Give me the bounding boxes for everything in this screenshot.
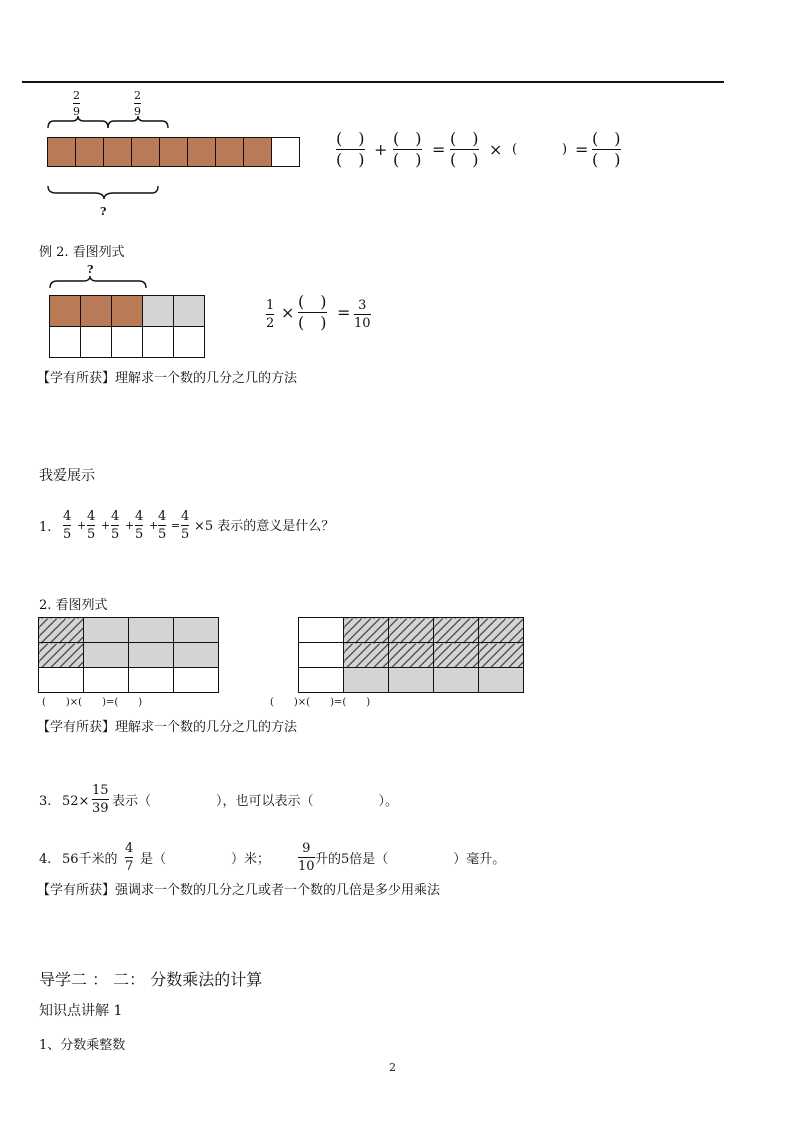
fraction-top-1: 2 9 bbox=[73, 89, 80, 118]
q3-number: 3. bbox=[39, 794, 52, 809]
q1-fraction-3: 4 5 bbox=[111, 509, 120, 542]
grid-cell bbox=[84, 643, 129, 668]
grid-cell bbox=[39, 618, 84, 643]
q4-fraction-2: 9 10 bbox=[298, 841, 315, 874]
grid-row bbox=[50, 296, 205, 327]
equals-sign-2: = bbox=[575, 140, 589, 159]
grid-cell bbox=[174, 618, 219, 643]
grid-cell bbox=[112, 296, 143, 327]
q2-caption-left: ( )×( )=( ) bbox=[42, 697, 143, 708]
showcase-title: 我爱展示 bbox=[39, 468, 95, 484]
q1-equals: = bbox=[171, 519, 181, 532]
q1-fraction-5: 4 5 bbox=[158, 509, 167, 542]
grid-cell bbox=[389, 643, 434, 668]
q4-part2: 是（ ）米； bbox=[140, 852, 271, 867]
fraction-three-tenths: 3 10 bbox=[354, 298, 371, 331]
grid-cell bbox=[143, 327, 174, 358]
brace-example-2 bbox=[0, 0, 794, 300]
close-paren: ) bbox=[562, 142, 568, 157]
q2-caption-right: ( )×( )=( ) bbox=[270, 697, 371, 708]
grid-cell bbox=[174, 668, 219, 693]
grid-cell bbox=[112, 327, 143, 358]
grid-cell bbox=[50, 296, 81, 327]
equals-sign-ex2: = bbox=[337, 303, 351, 322]
page-number: 2 bbox=[389, 1061, 396, 1074]
blank-fraction-3: ( ) ( ) bbox=[450, 129, 479, 169]
grid-cell bbox=[299, 618, 344, 643]
learning-gain-2: 【学有所获】理解求一个数的几分之几的方法 bbox=[37, 720, 298, 735]
open-paren: ( bbox=[512, 142, 518, 157]
grid-cell bbox=[299, 668, 344, 693]
question-mark-ex2: ? bbox=[87, 263, 94, 276]
q4-fraction-1: 4 7 bbox=[125, 841, 134, 874]
times-sign-ex2: × bbox=[281, 303, 295, 322]
grid-cell bbox=[434, 618, 479, 643]
times-sign: × bbox=[489, 140, 503, 159]
grid-cell bbox=[389, 668, 434, 693]
grid-cell bbox=[129, 643, 174, 668]
q3-text: 表示（ ），也可以表示（ ）。 bbox=[112, 794, 399, 809]
section-subheading: 知识点讲解 1 bbox=[39, 1003, 123, 1019]
grid-cell bbox=[50, 327, 81, 358]
grid-cell bbox=[84, 668, 129, 693]
grid-row bbox=[50, 327, 205, 358]
learning-gain-3: 【学有所获】强调求一个数的几分之几或者一个数的几倍是多少用乘法 bbox=[37, 883, 441, 898]
q2-label: 2. 看图列式 bbox=[39, 598, 108, 613]
grid-row bbox=[299, 618, 524, 643]
example-2-grid bbox=[49, 295, 205, 358]
q3-lead: 52× bbox=[62, 794, 90, 809]
q3-fraction: 15 39 bbox=[92, 783, 109, 816]
q4-part3: 升的5倍是（ ）毫升。 bbox=[315, 852, 506, 867]
grid-cell bbox=[143, 296, 174, 327]
question-mark-fig1: ? bbox=[100, 205, 107, 218]
q1-number: 1. bbox=[39, 520, 52, 535]
grid-cell bbox=[81, 296, 112, 327]
q1-tail: ×5 表示的意义是什么？ bbox=[194, 519, 335, 534]
grid-cell bbox=[174, 296, 205, 327]
grid-cell bbox=[434, 643, 479, 668]
q1-plus-1: + bbox=[77, 519, 87, 532]
grid-row bbox=[299, 668, 524, 693]
grid-cell bbox=[129, 668, 174, 693]
grid-cell bbox=[479, 643, 524, 668]
grid-row bbox=[299, 643, 524, 668]
q4-number: 4. bbox=[39, 852, 52, 867]
q1-fraction-4: 4 5 bbox=[135, 509, 144, 542]
q4-part1: 56千米的 bbox=[62, 852, 118, 867]
q1-plus-3: + bbox=[125, 519, 135, 532]
q2-grid-left bbox=[38, 617, 219, 693]
fraction-one-half: 1 2 bbox=[266, 298, 275, 331]
grid-cell bbox=[129, 618, 174, 643]
fraction-top-2: 2 9 bbox=[134, 89, 141, 118]
blank-fraction-ex2: ( ) ( ) bbox=[298, 292, 327, 332]
section-heading: 导学二 ： 二： 分数乘法的计算 bbox=[39, 970, 263, 989]
q2-grid-right bbox=[298, 617, 524, 693]
blank-fraction-2: ( ) ( ) bbox=[393, 129, 422, 169]
learning-gain-1: 【学有所获】理解求一个数的几分之几的方法 bbox=[37, 371, 298, 386]
grid-cell bbox=[81, 327, 112, 358]
equals-sign-1: = bbox=[432, 140, 446, 159]
q1-plus-4: + bbox=[149, 519, 159, 532]
q1-plus-2: + bbox=[101, 519, 111, 532]
grid-row bbox=[39, 618, 219, 643]
plus-sign: + bbox=[374, 140, 388, 159]
grid-cell bbox=[299, 643, 344, 668]
grid-cell bbox=[39, 668, 84, 693]
grid-cell bbox=[479, 668, 524, 693]
q1-fraction-1: 4 5 bbox=[63, 509, 72, 542]
section-item: 1、分数乘整数 bbox=[39, 1038, 126, 1053]
grid-row bbox=[39, 643, 219, 668]
grid-cell bbox=[344, 643, 389, 668]
grid-cell bbox=[39, 643, 84, 668]
grid-cell bbox=[84, 618, 129, 643]
grid-cell bbox=[479, 618, 524, 643]
q1-fraction-6: 4 5 bbox=[181, 509, 190, 542]
q1-fraction-2: 4 5 bbox=[87, 509, 96, 542]
example-2-label: 例 2. 看图列式 bbox=[39, 245, 125, 260]
grid-cell bbox=[389, 618, 434, 643]
blank-fraction-4: ( ) ( ) bbox=[592, 129, 621, 169]
grid-cell bbox=[344, 668, 389, 693]
grid-cell bbox=[174, 327, 205, 358]
blank-fraction-1: ( ) ( ) bbox=[336, 129, 365, 169]
grid-row bbox=[39, 668, 219, 693]
grid-cell bbox=[434, 668, 479, 693]
grid-cell bbox=[344, 618, 389, 643]
grid-cell bbox=[174, 643, 219, 668]
